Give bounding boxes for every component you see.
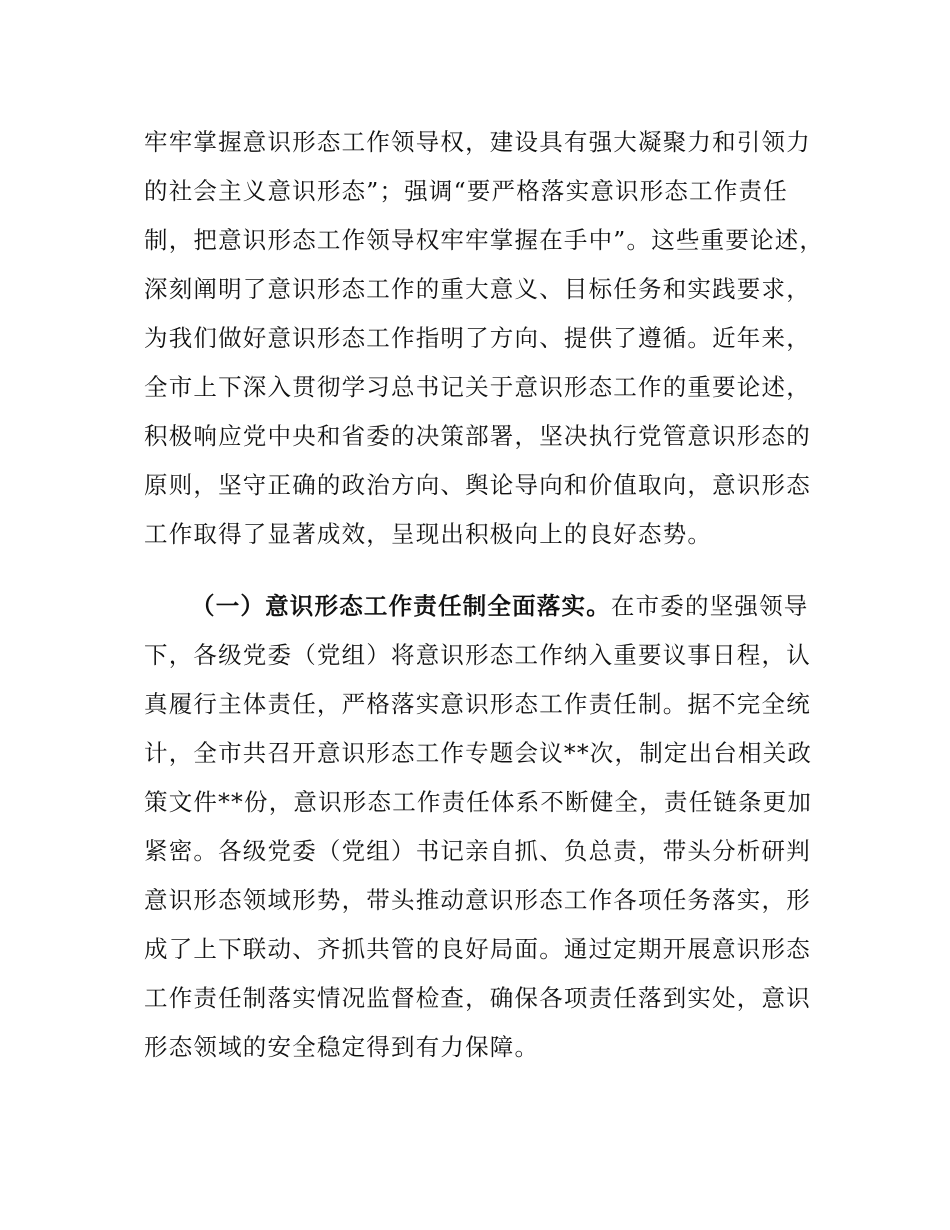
text-line: 制，把意识形态工作领导权牢牢掌握在手中”。这些重要论述， <box>144 226 825 254</box>
text-line: 工作取得了显著成效，呈现出积极向上的良好态势。 <box>144 520 713 548</box>
paragraph-section-1 <box>144 582 834 1072</box>
text-line: 真履行主体责任，严格落实意识形态工作责任制。据不完全统 <box>144 690 811 718</box>
paragraph-intro <box>144 118 834 559</box>
section-heading: （一）意识形态工作责任制全面落实。 <box>191 592 611 620</box>
text-line: 下，各级党委（党组）将意识形态工作纳入重要议事日程，认 <box>144 641 811 669</box>
text-line: 深刻阐明了意识形态工作的重大意义、目标任务和实践要求， <box>144 275 811 303</box>
section-first-line <box>144 582 834 631</box>
text-line: 紧密。各级党委（党组）书记亲自抓、负总责，带头分析研判 <box>144 837 811 865</box>
text-line: 为我们做好意识形态工作指明了方向、提供了遵循。近年来， <box>144 324 811 352</box>
text-line: 策文件**份，意识形态工作责任体系不断健全，责任链条更加 <box>144 788 813 816</box>
text-line: 成了上下联动、齐抓共管的良好局面。通过定期开展意识形态 <box>144 935 811 963</box>
section-first-line-text: 在市委的坚强领导 <box>610 592 809 620</box>
text-line: 形态领域的安全稳定得到有力保障。 <box>144 1033 540 1061</box>
text-line: 原则，坚守正确的政治方向、舆论导向和价值取向，意识形态 <box>144 471 811 499</box>
text-line: 工作责任制落实情况监督检查，确保各项责任落到实处，意识 <box>144 984 811 1012</box>
text-line: 的社会主义意识形态”；强调“要严格落实意识形态工作责任 <box>144 177 788 205</box>
text-line: 牢牢掌握意识形态工作领导权，建设具有强大凝聚力和引领力 <box>144 128 811 156</box>
text-line: 计，全市共召开意识形态工作专题会议**次，制定出台相关政 <box>144 739 813 767</box>
text-line: 意识形态领域形势，带头推动意识形态工作各项任务落实，形 <box>144 886 811 914</box>
text-line: 积极响应党中央和省委的决策部署，坚决执行党管意识形态的 <box>144 422 811 450</box>
text-line: 全市上下深入贯彻学习总书记关于意识形态工作的重要论述， <box>144 373 811 401</box>
